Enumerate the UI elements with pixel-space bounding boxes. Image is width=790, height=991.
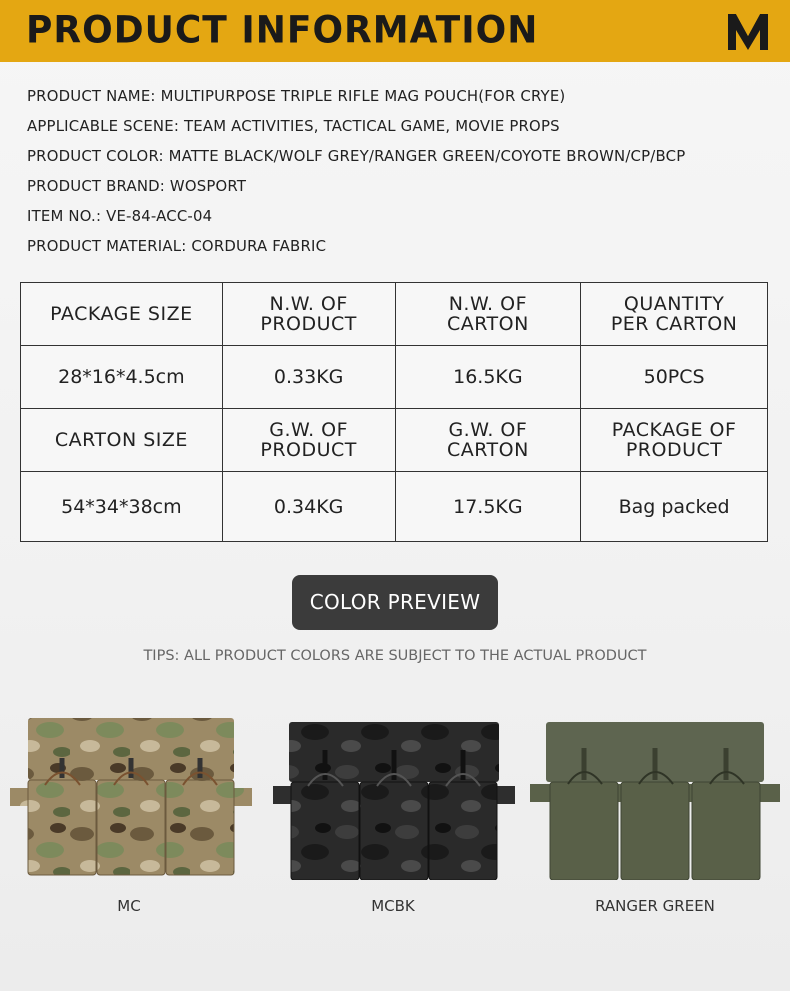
value-package-size: 28*16*4.5cm bbox=[21, 346, 223, 409]
header-gw-carton: G.W. OF CARTON bbox=[395, 409, 581, 472]
header-package-of-product: PACKAGE OF PRODUCT bbox=[581, 409, 768, 472]
header-package-size: PACKAGE SIZE bbox=[21, 283, 223, 346]
value-carton-size: 54*34*38cm bbox=[21, 472, 223, 542]
product-label-mcbk: MCBK bbox=[371, 897, 415, 915]
info-applicable-scene: APPLICABLE SCENE: TEAM ACTIVITIES, TACTICAL GAME, MOVIE PROPS bbox=[27, 117, 560, 135]
info-product-brand: PRODUCT BRAND: WOSPORT bbox=[27, 177, 247, 195]
header-nw-carton: N.W. OF CARTON bbox=[395, 283, 581, 346]
product-image-ranger-green bbox=[530, 700, 780, 880]
value-quantity-per-carton: 50PCS bbox=[581, 346, 768, 409]
w-logo-icon bbox=[726, 12, 770, 52]
value-package-of-product: Bag packed bbox=[581, 472, 768, 542]
product-label-ranger-green: RANGER GREEN bbox=[595, 897, 715, 915]
product-image-mcbk bbox=[273, 700, 515, 880]
table-row bbox=[21, 283, 768, 346]
tips-text: TIPS: ALL PRODUCT COLORS ARE SUBJECT TO THE ACTUAL PRODUCT bbox=[143, 648, 647, 664]
product-label-mc: MC bbox=[117, 897, 141, 915]
header-nw-product: N.W. OF PRODUCT bbox=[222, 283, 395, 346]
color-preview-button[interactable]: COLOR PREVIEW bbox=[292, 575, 498, 630]
table-row bbox=[21, 409, 768, 472]
product-info bbox=[27, 86, 713, 266]
info-product-material: PRODUCT MATERIAL: CORDURA FABRIC bbox=[27, 237, 327, 255]
value-gw-product: 0.34KG bbox=[222, 472, 395, 542]
info-product-color: PRODUCT COLOR: MATTE BLACK/WOLF GREY/RANGER GREEN/COYOTE BROWN/CP/BCP bbox=[27, 147, 686, 165]
table-row bbox=[21, 472, 768, 542]
value-gw-carton: 17.5KG bbox=[395, 472, 581, 542]
header-gw-product: G.W. OF PRODUCT bbox=[222, 409, 395, 472]
header-quantity-per-carton: QUANTITY PER CARTON bbox=[581, 283, 768, 346]
spec-table bbox=[20, 282, 768, 542]
table-row bbox=[21, 346, 768, 409]
product-image-mc bbox=[10, 700, 252, 880]
header-carton-size: CARTON SIZE bbox=[21, 409, 223, 472]
info-product-name: PRODUCT NAME: MULTIPURPOSE TRIPLE RIFLE MAG POUCH(FOR CRYE) bbox=[27, 87, 566, 105]
value-nw-product: 0.33KG bbox=[222, 346, 395, 409]
header-bar bbox=[0, 0, 790, 62]
value-nw-carton: 16.5KG bbox=[395, 346, 581, 409]
info-item-no: ITEM NO.: VE-84-ACC-04 bbox=[27, 207, 213, 225]
page-title: PRODUCT INFORMATION bbox=[26, 8, 539, 53]
